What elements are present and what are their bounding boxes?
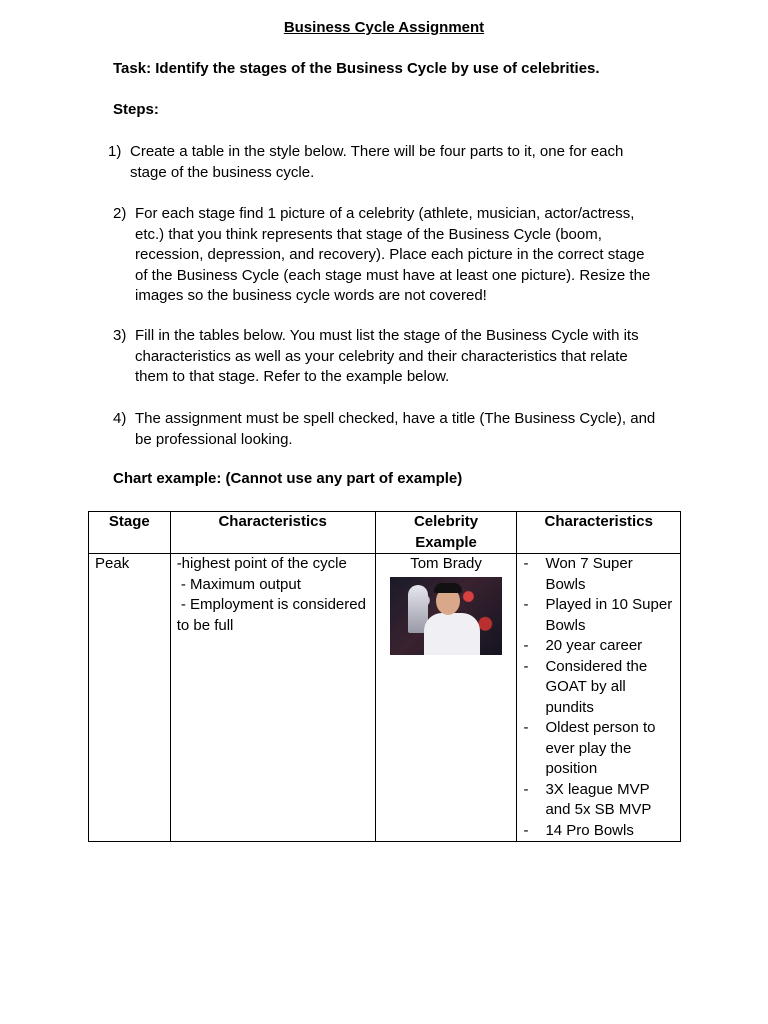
step-line: images so the business cycle words are not covered! <box>135 287 487 304</box>
step-line: characteristics as well as your celebrity and their characteristics that relate <box>135 347 628 365</box>
step-line: stage of the business cycle. <box>130 163 315 181</box>
celebrity-cell <box>375 554 517 842</box>
stage-characteristics-cell <box>170 554 375 842</box>
list-item: - Won 7 Super Bowls <box>519 554 674 595</box>
step-line: recession, depression, and recovery). Place each picture in the correct stage <box>135 246 645 263</box>
step-line: Create a table in the style below. There will be four parts to it, one for each <box>130 143 624 160</box>
step-line: For each stage find 1 picture of a celebrity (athlete, musician, actor/actress, <box>135 205 635 222</box>
characteristic-line: to be full <box>176 616 234 634</box>
step-number: 2) <box>113 205 127 222</box>
task-statement: Task: Identify the stages of the Business Cycle by use of celebrities. <box>113 60 600 77</box>
list-item: - 20 year career <box>519 636 674 657</box>
step-number: 1) <box>108 143 122 160</box>
jersey-shape <box>424 613 480 655</box>
steps-heading: Steps: <box>113 101 159 118</box>
stage-cell: Peak <box>89 554 171 842</box>
example-table <box>88 511 681 842</box>
chart-example-heading: Chart example: (Cannot use any part of example) <box>113 470 463 487</box>
step-line: of the Business Cycle (each stage must have at least one picture). Resize the <box>135 266 651 284</box>
step-line: The assignment must be spell checked, have a title (The Business Cycle), and <box>135 410 656 427</box>
celebrity-characteristics-list <box>519 554 674 841</box>
step-line: them to that stage. Refer to the example below. <box>135 368 450 385</box>
celebrity-characteristics-cell <box>517 554 681 842</box>
hat-shape <box>434 583 462 593</box>
header-stage: Stage <box>89 512 171 554</box>
list-item: - Considered the GOAT by all pundits <box>519 657 674 719</box>
list-item: - Oldest person to ever play the position <box>519 718 674 780</box>
characteristic-line: -highest point of the cycle <box>176 555 347 572</box>
step-line: be professional looking. <box>135 430 293 448</box>
header-characteristics: Characteristics <box>170 512 375 554</box>
celebrity-name: Tom Brady <box>410 555 482 572</box>
characteristic-line: - Employment is considered <box>176 596 366 613</box>
document-title: Business Cycle Assignment <box>283 19 485 36</box>
step-number: 4) <box>113 410 127 427</box>
table-header-row <box>89 512 681 554</box>
step-line: etc.) that you think represents that stage of the Business Cycle (boom, <box>135 225 602 243</box>
table-row <box>89 554 681 842</box>
list-item: - Played in 10 Super Bowls <box>519 595 674 636</box>
celebrity-photo <box>390 577 502 655</box>
header-celebrity-characteristics: Characteristics <box>517 512 681 554</box>
step-line: Fill in the tables below. You must list the stage of the Business Cycle with its <box>135 327 639 344</box>
characteristic-line: - Maximum output <box>176 575 301 593</box>
list-item: - 14 Pro Bowls <box>519 821 674 842</box>
header-celebrity-example: Celebrity Example <box>375 512 517 554</box>
list-item: - 3X league MVP and 5x SB MVP <box>519 780 674 821</box>
step-number: 3) <box>113 327 127 344</box>
